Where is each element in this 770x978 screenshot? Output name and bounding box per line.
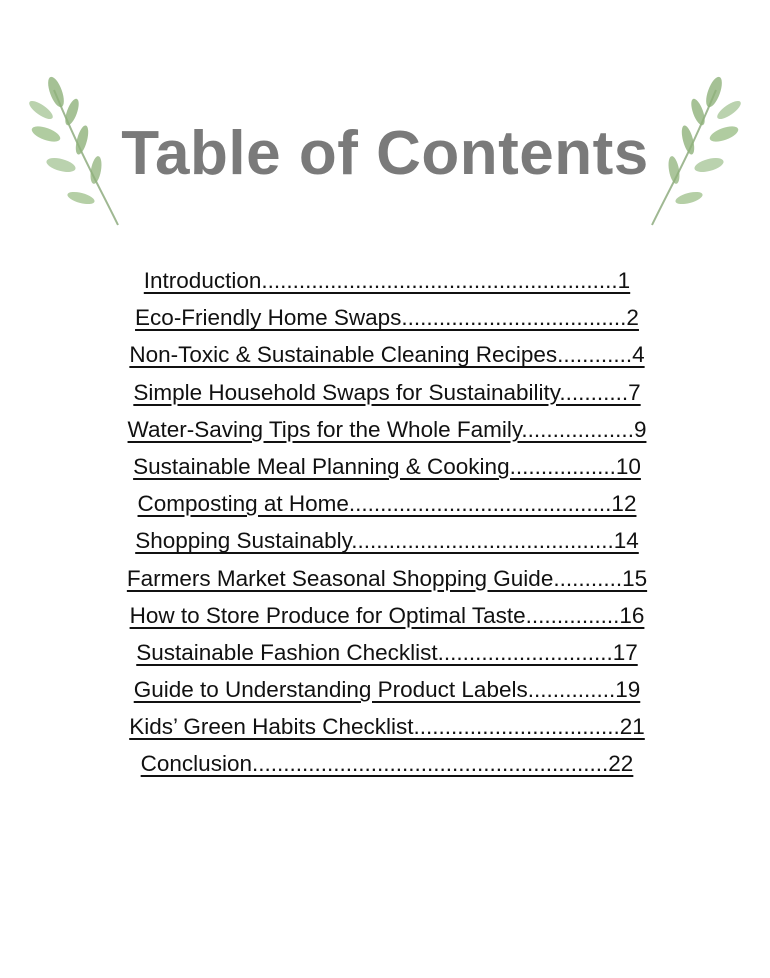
toc-link[interactable]: Non-Toxic & Sustainable Cleaning Recipes............4 [129, 342, 645, 368]
toc-entry [80, 262, 694, 299]
toc-entry [80, 560, 694, 597]
toc-link[interactable]: Kids’ Green Habits Checklist.................................21 [129, 714, 645, 740]
toc-link[interactable]: Sustainable Fashion Checklist............................17 [136, 639, 638, 665]
table-of-contents [80, 262, 694, 783]
toc-entry [80, 708, 694, 745]
toc-entry [80, 336, 694, 373]
toc-link[interactable]: Eco-Friendly Home Swaps....................................2 [135, 305, 639, 331]
toc-link[interactable]: Introduction.........................................................1 [143, 268, 631, 293]
toc-link[interactable]: Farmers Market Seasonal Shopping Guide...........15 [126, 565, 648, 591]
toc-entry [80, 745, 694, 782]
toc-entry [80, 411, 694, 448]
toc-entry [80, 374, 694, 411]
toc-link[interactable]: How to Store Produce for Optimal Taste...............16 [129, 602, 645, 628]
page-title: Table of Contents [121, 118, 649, 188]
toc-link[interactable]: Simple Household Swaps for Sustainability...........7 [133, 379, 641, 405]
toc-entry [80, 634, 694, 671]
toc-entry [80, 671, 694, 708]
toc-link[interactable]: Composting at Home..........................................12 [137, 491, 637, 517]
toc-link[interactable]: Guide to Understanding Product Labels..............19 [133, 677, 641, 703]
toc-link[interactable]: Water-Saving Tips for the Whole Family..................9 [127, 416, 647, 442]
toc-entry [80, 299, 694, 336]
toc-link[interactable]: Conclusion.........................................................22 [140, 751, 634, 777]
toc-entry [80, 448, 694, 485]
toc-link[interactable]: Sustainable Meal Planning & Cooking.................10 [133, 453, 641, 479]
toc-entry [80, 597, 694, 634]
toc-entry [80, 485, 694, 522]
toc-entry [80, 522, 694, 559]
toc-link[interactable]: Shopping Sustainably..........................................14 [135, 528, 639, 554]
